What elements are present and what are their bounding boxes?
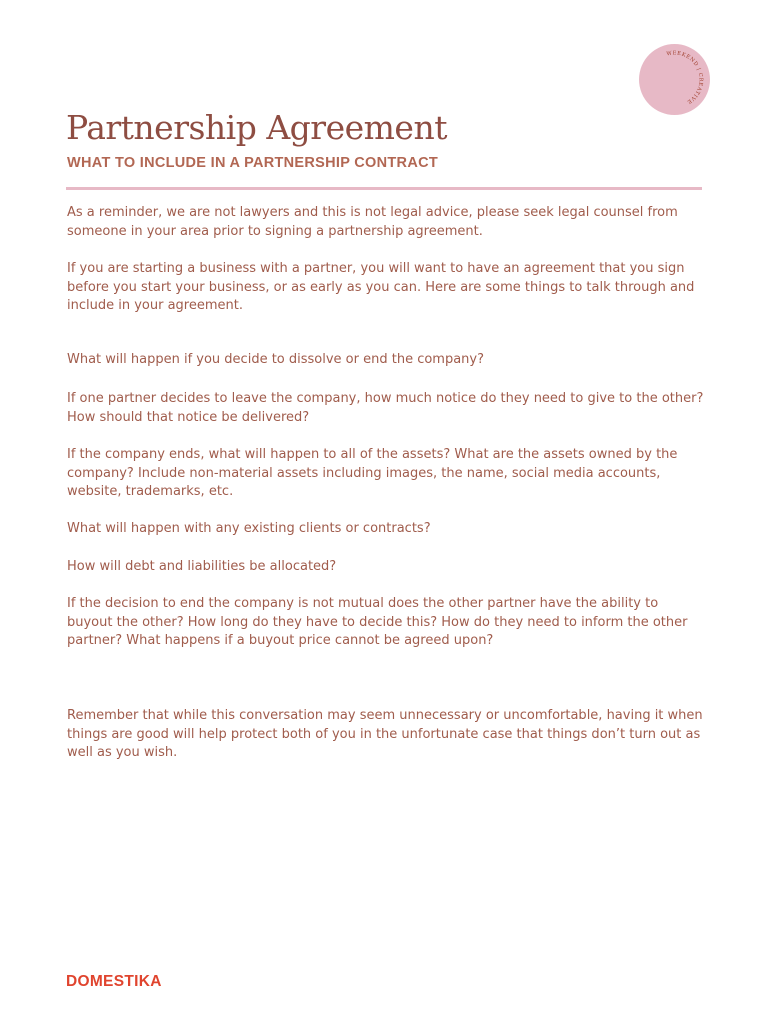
badge-ring-text	[639, 44, 710, 115]
paragraph-question-assets: If the company ends, what will happen to all of the assets? What are the assets owned by the company? Include non-material assets including images, the name, social media accounts, website, trademarks, etc.	[67, 447, 678, 500]
paragraph-question-debt: How will debt and liabilities be allocated?	[67, 559, 337, 574]
domestika-logo: DOMESTIKA	[66, 973, 162, 990]
header-divider	[66, 187, 702, 190]
paragraph-question-dissolve: What will happen if you decide to dissolve or end the company?	[67, 352, 485, 367]
badge-label: WEEKEND | CREATIVE	[666, 50, 704, 105]
svg-text:WEEKEND | CREATIVE	[666, 50, 703, 104]
paragraph-question-clients: What will happen with any existing clients or contracts?	[67, 521, 431, 536]
paragraph-conclusion: Remember that while this conversation may seem unnecessary or uncomfortable, having it when things are good will help protect both of you in the unfortunate case that things don’t turn out as well as you wish.	[67, 708, 703, 761]
page-title: Partnership Agreement	[66, 108, 447, 147]
paragraph-question-buyout: If the decision to end the company is not mutual does the other partner have the ability to buyout the other? How long do they have to decide this? How do they need to inform the other partner? What happens if a buyout price cannot be agreed upon?	[67, 596, 688, 649]
paragraph-intro: If you are starting a business with a partner, you will want to have an agreement that you sign before you start your business, or as early as you can. Here are some things to talk through and include in your agreement.	[67, 261, 695, 314]
paragraph-question-notice: If one partner decides to leave the company, how much notice do they need to give to the other? How should that notice be delivered?	[67, 391, 704, 425]
paragraph-disclaimer: As a reminder, we are not lawyers and this is not legal advice, please seek legal counsel from someone in your area prior to signing a partnership agreement.	[67, 205, 678, 239]
page-subtitle: WHAT TO INCLUDE IN A PARTNERSHIP CONTRACT	[67, 155, 439, 171]
weekend-creative-badge	[639, 44, 710, 115]
